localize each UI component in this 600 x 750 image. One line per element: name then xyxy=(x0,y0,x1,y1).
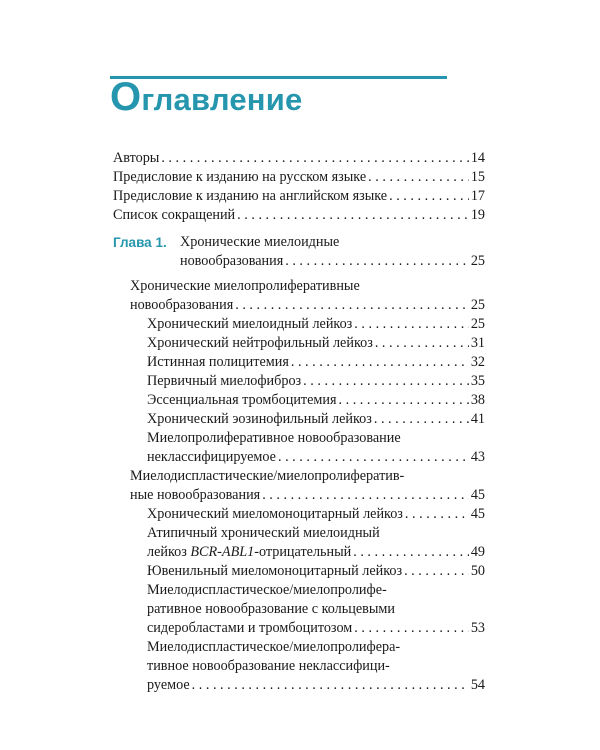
gene-name: BCR-ABL1 xyxy=(190,544,255,560)
leader-dots xyxy=(404,562,469,581)
section-mds-mpn xyxy=(113,467,485,695)
page-number: 45 xyxy=(470,487,485,503)
toc-entry-rs-t-line2[interactable]: ративное новообразование с кольцевыми xyxy=(147,601,395,617)
leader-dots xyxy=(303,372,469,391)
leader-dots xyxy=(375,334,469,353)
leader-dots xyxy=(354,315,469,334)
leader-dots xyxy=(354,619,469,638)
leader-dots xyxy=(405,505,469,524)
toc-entry-mpn-u-line2[interactable]: неклассифицируемое . . . 43 xyxy=(147,448,485,467)
section-mds-mpn-title-line1[interactable]: Миелодиспластические/миелопролифератив- xyxy=(130,468,405,484)
section-mpn-title-line1[interactable]: Хронические миелопролиферативные xyxy=(130,278,360,294)
page-number: 25 xyxy=(470,316,485,332)
page-number: 35 xyxy=(470,373,485,389)
toc-entry-authors[interactable]: Авторы . . . 14 xyxy=(113,149,485,168)
toc-entry-mds-mpn-u-line1[interactable]: Миелодиспластическое/миелопролифера- xyxy=(147,639,401,655)
toc-entry-rs-t-line3[interactable]: сидеробластами и тромбоцитозом . . . 53 xyxy=(147,619,485,638)
leader-dots xyxy=(353,543,469,562)
leader-dots xyxy=(262,486,469,505)
toc-entry-mds-mpn-u-line2[interactable]: тивное новообразование неклассифици- xyxy=(147,658,390,674)
page-number: 25 xyxy=(470,297,485,313)
section-mds-mpn-items xyxy=(130,505,485,695)
page-number: 15 xyxy=(470,169,485,185)
chapter-heading[interactable] xyxy=(113,233,485,252)
chapter-title-continuation[interactable]: новообразования . . . 25 xyxy=(113,252,485,271)
toc-entry-et[interactable]: Эссенциальная тромбоцитемия . . . 38 xyxy=(147,391,485,410)
page-number: 32 xyxy=(470,354,485,370)
leader-dots xyxy=(237,206,469,225)
toc-entry-jmml[interactable]: Ювенильный миеломоноцитарный лейкоз . . . 50 xyxy=(147,562,485,581)
page-number: 50 xyxy=(470,563,485,579)
section-mds-mpn-title-line2[interactable]: ные новообразования . . . 45 xyxy=(130,486,485,505)
leader-dots xyxy=(235,296,469,315)
leader-dots xyxy=(389,187,469,206)
section-mpn xyxy=(113,277,485,467)
toc-entry-cmml[interactable]: Хронический миеломоноцитарный лейкоз . . . 45 xyxy=(147,505,485,524)
leader-dots xyxy=(339,391,469,410)
page-number: 25 xyxy=(470,253,485,269)
page-number: 14 xyxy=(470,150,485,166)
leader-dots xyxy=(291,353,469,372)
page-number: 53 xyxy=(470,620,485,636)
page-number: 45 xyxy=(470,506,485,522)
toc-entry-preface-russian[interactable]: Предисловие к изданию на русском языке . . . 15 xyxy=(113,168,485,187)
page-number: 54 xyxy=(470,677,485,693)
chapter-1 xyxy=(113,233,485,695)
page-number: 41 xyxy=(470,411,485,427)
page-number: 38 xyxy=(470,392,485,408)
toc-entry-mds-mpn-u-line3[interactable]: руемое . . . 54 xyxy=(147,676,485,695)
section-mpn-items xyxy=(130,315,485,467)
leader-dots xyxy=(278,448,469,467)
leader-dots xyxy=(161,149,468,168)
page-number: 19 xyxy=(470,207,485,223)
leader-dots xyxy=(368,168,469,187)
toc-entry-acml-line2[interactable]: лейкоз BCR-ABL1-отрицательный . . . 49 xyxy=(147,543,485,562)
table-of-contents xyxy=(113,149,485,695)
chapter-label: Глава 1. xyxy=(113,235,167,250)
toc-entry-cml[interactable]: Хронический миелоидный лейкоз . . . 25 xyxy=(147,315,485,334)
chapter-title-line1: Хронические миелоидные xyxy=(180,234,340,250)
toc-entry-cel[interactable]: Хронический эозинофильный лейкоз . . . 41 xyxy=(147,410,485,429)
page-title xyxy=(110,75,303,119)
toc-entry-acml-line1[interactable]: Атипичный хронический миелоидный xyxy=(147,525,380,541)
toc-entry-pv[interactable]: Истинная полицитемия . . . 32 xyxy=(147,353,485,372)
toc-entry-rs-t-line1[interactable]: Миелодиспластическое/миелопролифе- xyxy=(147,582,387,598)
page-number: 31 xyxy=(470,335,485,351)
leader-dots xyxy=(192,676,469,695)
toc-entry-mpn-u-line1[interactable]: Миелопролиферативное новообразование xyxy=(147,430,401,446)
toc-entry-cnl[interactable]: Хронический нейтрофильный лейкоз . . . 31 xyxy=(147,334,485,353)
toc-entry-pmf[interactable]: Первичный миелофиброз . . . 35 xyxy=(147,372,485,391)
toc-entry-abbreviations[interactable]: Список сокращений . . . 19 xyxy=(113,206,485,225)
leader-dots xyxy=(374,410,469,429)
leader-dots xyxy=(285,252,469,271)
page-number: 43 xyxy=(470,449,485,465)
toc-entry-preface-english[interactable]: Предисловие к изданию на английском языке . . . 17 xyxy=(113,187,485,206)
section-mpn-title-line2[interactable]: новообразования . . . 25 xyxy=(130,296,485,315)
title-rest: главление xyxy=(141,82,303,117)
page-number: 17 xyxy=(470,188,485,204)
title-first-letter: О xyxy=(110,75,142,119)
page-number: 49 xyxy=(470,544,485,560)
